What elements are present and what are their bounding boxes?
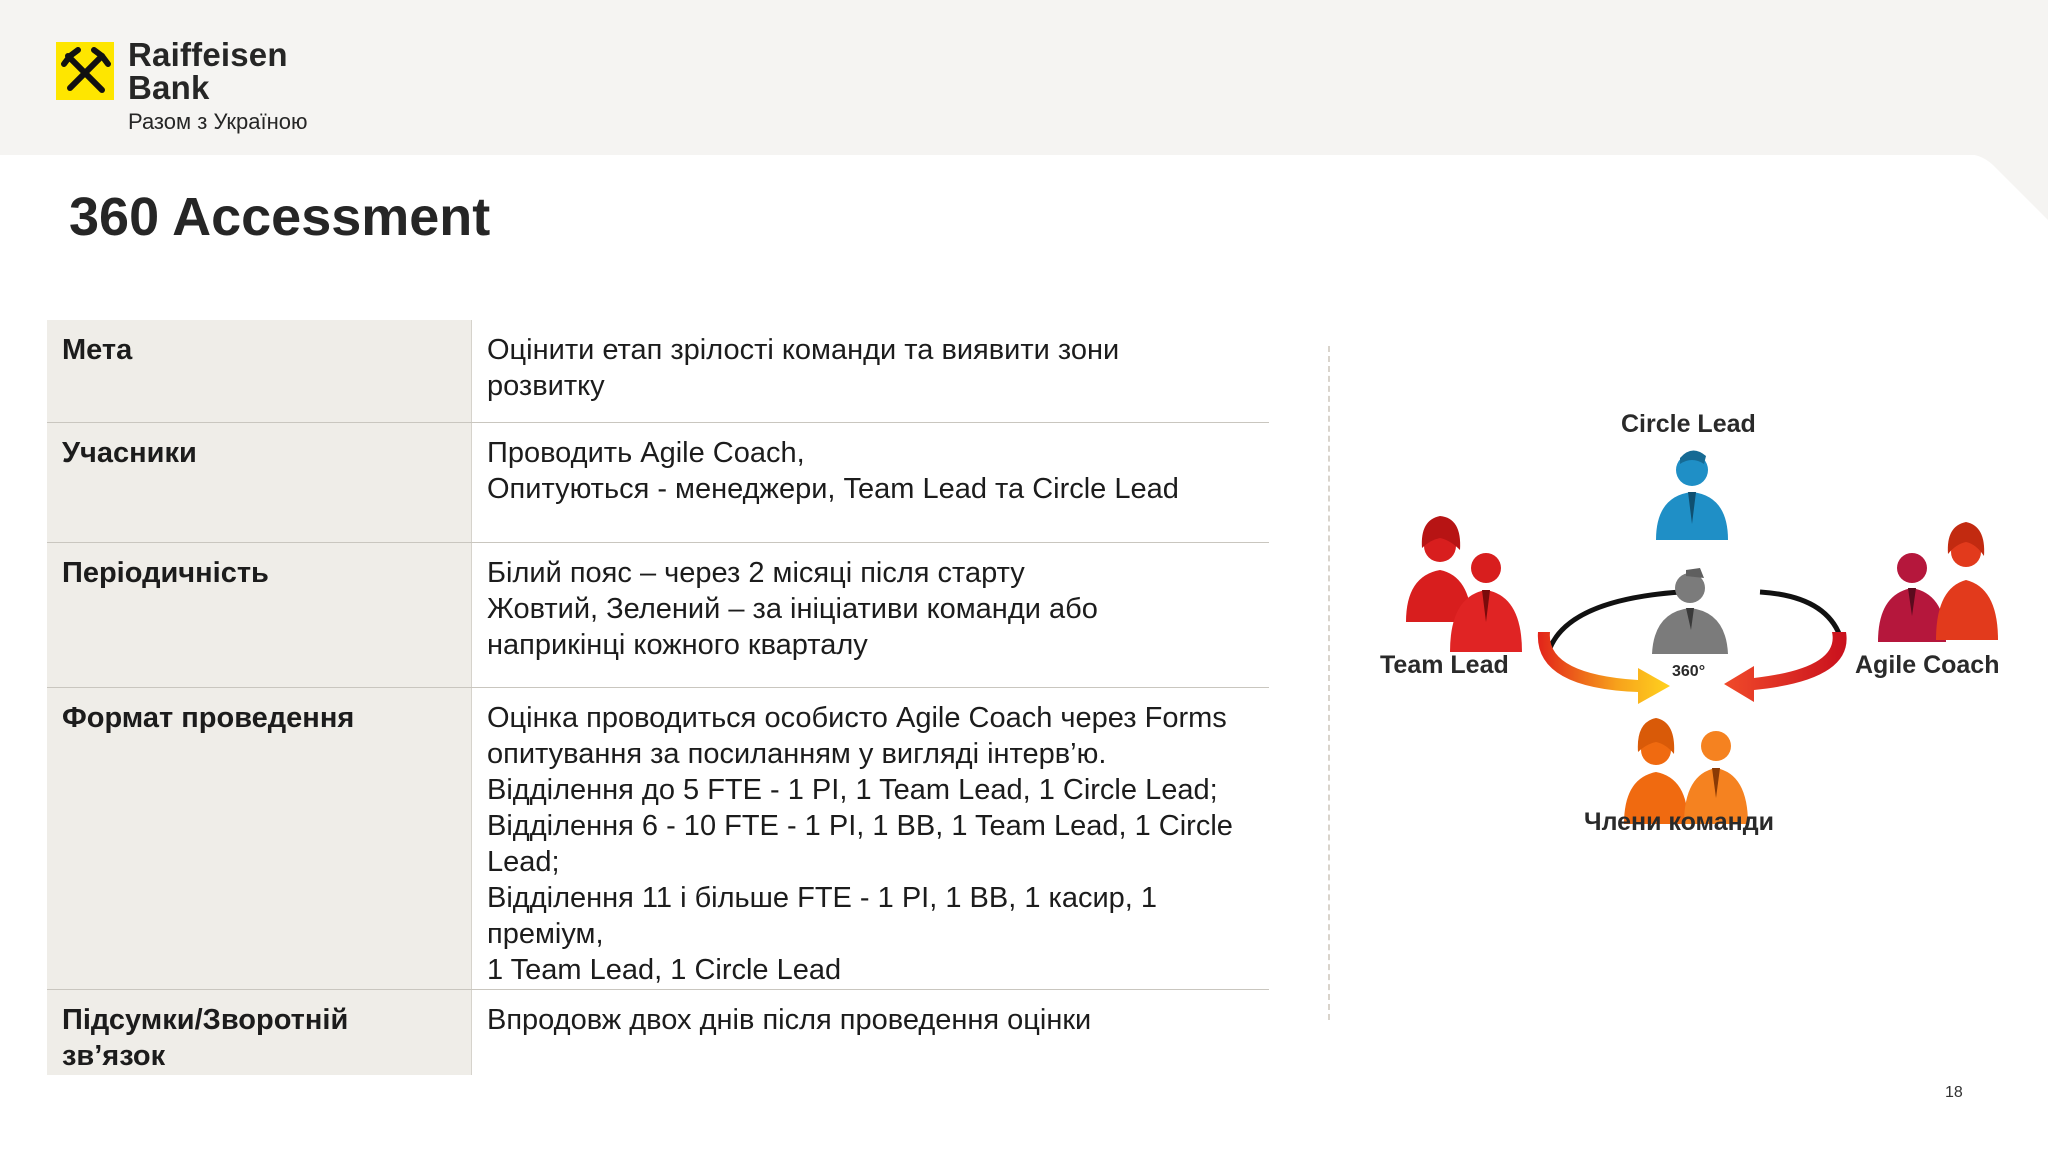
row-value: [472, 320, 1270, 422]
value-line: Впродовж двох днів після проведення оцінки: [487, 1003, 1092, 1036]
brand-tagline: Разом з Україною: [128, 109, 308, 134]
dashed-divider: [1328, 346, 1330, 1020]
row-label: [47, 687, 472, 989]
row-label: [47, 989, 472, 1075]
center-person-icon: [1652, 568, 1728, 654]
table-row: [47, 687, 1269, 989]
row-value: [472, 687, 1270, 989]
agile-coach-persons-icon: [1878, 522, 1998, 642]
raiffeisen-gable-cross-icon: [56, 42, 114, 100]
info-table: [47, 320, 1269, 1075]
table-row: [47, 320, 1269, 422]
agile-coach-label: Agile Coach: [1855, 651, 2000, 679]
page-title: 360 Accessment: [69, 187, 491, 247]
value-line: Відділення 6 - 10 FTE - 1 PI, 1 BB, 1 Team Lead, 1 Circle: [487, 809, 1233, 842]
team-members-label: Члени команди: [1584, 808, 1774, 836]
table-row: [47, 542, 1269, 687]
table-row: [47, 989, 1269, 1075]
value-line: Білий пояс – через 2 місяці після старту: [487, 556, 1025, 589]
assessment-360-diagram: [1370, 400, 2030, 850]
diagram-graphic: [1370, 400, 2030, 850]
value-line: Lead;: [487, 845, 560, 878]
team-lead-label: Team Lead: [1380, 651, 1509, 679]
label-line: Формат проведення: [62, 701, 355, 734]
label-line: Учасники: [62, 436, 197, 469]
table-row: [47, 422, 1269, 542]
rotation-360-badge: 360°: [1672, 663, 1706, 680]
value-line: Жовтий, Зелений – за ініціативи команди або: [487, 592, 1098, 625]
brand-name-line1: Raiffeisen: [128, 36, 288, 73]
row-value: [472, 422, 1270, 542]
value-line: розвитку: [487, 370, 605, 402]
label-line: Мета: [62, 334, 133, 366]
label-line: зв’язок: [62, 1039, 166, 1072]
row-label: [47, 542, 472, 687]
rotation-arrow-right-icon: [1724, 632, 1847, 702]
circle-lead-person-icon: [1656, 450, 1728, 540]
value-line: Відділення 11 і більше FTE - 1 PI, 1 BB, 1 касир, 1 преміум,: [487, 881, 1158, 950]
row-label: [47, 320, 472, 422]
row-value: [472, 542, 1270, 687]
page-number: 18: [1945, 1084, 1963, 1101]
label-line: Періодичність: [62, 556, 269, 589]
value-line: Відділення до 5 FTE - 1 PI, 1 Team Lead, 1 Circle Lead;: [487, 773, 1218, 806]
value-line: Оцінка проводиться особисто Agile Coach через Forms: [487, 701, 1227, 734]
row-label: [47, 422, 472, 542]
rotation-arc-back-right-icon: [1760, 592, 1840, 636]
value-line: Оцінити етап зрілості команди та виявити зони: [487, 334, 1120, 366]
value-line: 1 Team Lead, 1 Circle Lead: [487, 953, 842, 986]
brand-name-line2: Bank: [128, 69, 210, 106]
team-lead-persons-icon: [1406, 516, 1522, 652]
circle-lead-label: Circle Lead: [1621, 410, 1756, 438]
value-line: наприкінці кожного кварталу: [487, 628, 868, 661]
row-value: [472, 989, 1270, 1075]
rotation-arrow-left-icon: [1538, 632, 1670, 704]
value-line: Опитуються - менеджери, Team Lead та Circle Lead: [487, 472, 1179, 505]
label-line: Підсумки/Зворотній: [62, 1003, 349, 1036]
brand-name: [128, 38, 368, 104]
value-line: Проводить Agile Coach,: [487, 436, 805, 469]
value-line: опитування за посиланням у вигляді інтерв’ю.: [487, 737, 1107, 770]
